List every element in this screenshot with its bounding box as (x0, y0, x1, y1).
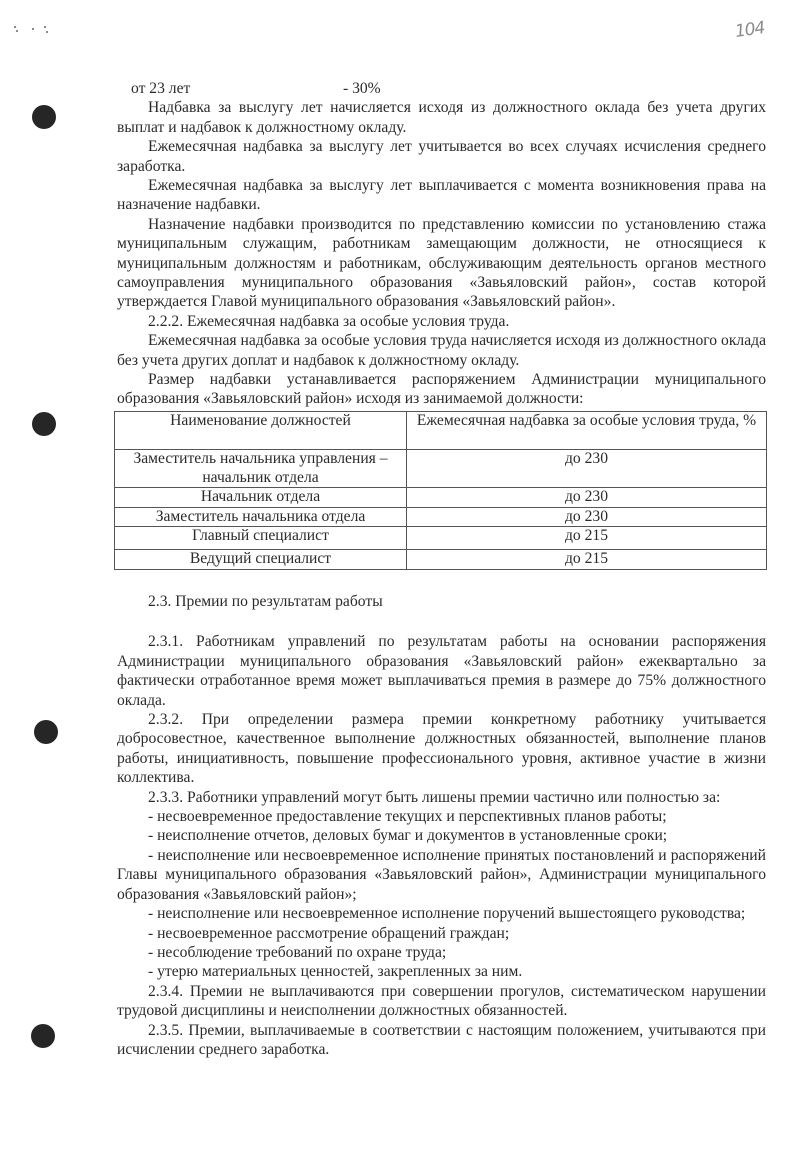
paragraph: Ежемесячная надбавка за особые условия труда начисляется исходя из должностного оклада без учета других доплат и надбавок к должностному окладу. (117, 332, 766, 369)
paragraph: Назначение надбавки производится по представлению комиссии по установлению стажа муниципальным служащим, работникам замещающим должности, не относящиеся к муниципальным должностям и работникам, обслуживающим деятельность органов местного самоуправления муниципального образования «Завьяловский район», состав которой утверждается Главой муниципального образования «Завьяловский район». (117, 215, 766, 311)
paragraph: Ежемесячная надбавка за выслугу лет учитывается во всех случаях исчисления среднего заработка. (117, 138, 766, 175)
scan-specks (12, 26, 57, 36)
table-row (115, 450, 767, 488)
paragraph: 2.3.5. Премии, выплачиваемые в соответствии с настоящим положением, учитываются при исчислении среднего заработка. (117, 1021, 766, 1058)
column-header-allowance: Ежемесячная надбавка за особые условия труда, % (407, 412, 767, 450)
seniority-row (117, 79, 766, 98)
table-row (115, 507, 767, 527)
paragraph: 2.3.2. При определении размера премии конкретному работнику учитывается добросовестное, качественное выполнение должностных обязанностей, выполнение планов работы, инициативность, повышение профессионального уровня, активное участие в жизни коллектива. (117, 711, 766, 787)
list-item: - утерю материальных ценностей, закрепленных за ним. (148, 963, 523, 981)
position-cell: Заместитель начальника управления – начальник отдела (115, 450, 407, 488)
subsection-heading: 2.2.2. Ежемесячная надбавка за особые условия труда. (148, 312, 510, 330)
hole-punch (32, 412, 56, 436)
table-row (115, 527, 767, 550)
list-item: - неисполнение или несвоевременное исполнение поручений вышестоящего руководства; (148, 905, 746, 923)
table-row (115, 488, 767, 508)
allowance-cell: до 215 (407, 550, 767, 570)
table-row (115, 550, 767, 570)
list-item: - несвоевременное предоставление текущих и перспективных планов работы; (148, 808, 667, 826)
paragraph: 2.3.4. Премии не выплачиваются при совершении прогулов, систематическом нарушении трудовой дисциплины и неисполнении должностных обязанностей. (117, 982, 766, 1020)
position-cell: Заместитель начальника отдела (115, 507, 407, 527)
paragraph: 2.3.3. Работники управлений могут быть лишены премии частично или полностью за: (148, 788, 721, 806)
paragraph: Размер надбавки устанавливается распоряжением Администрации муниципального образования «Завьяловский район» исходя из занимаемой должности: (117, 371, 766, 408)
list-item: - неисполнение отчетов, деловых бумаг и документов в установленные сроки; (148, 827, 668, 845)
list-item: - несоблюдение требований по охране труда; (148, 943, 447, 961)
hole-punch (34, 720, 58, 744)
column-header-position: Наименование должностей (115, 412, 407, 450)
table-header-row (115, 412, 767, 450)
list-item: - неисполнение или несвоевременное исполнение принятых постановлений и распоряжений Главы муниципального образования «Завьяловский район», Администрации муниципального образования «Завьяловский район»; (117, 846, 766, 903)
paragraph: Надбавка за выслугу лет начисляется исходя из должностного оклада без учета других выплат и надбавок к должностному окладу. (117, 99, 766, 136)
paragraph: 2.3.1. Работникам управлений по результатам работы на основании распоряжения Администрации муниципального образования «Завьяловский район» ежеквартально за фактически отработанное время может выплачиваться премия в размере до 75% должностного оклада. (117, 633, 766, 709)
paragraph: Ежемесячная надбавка за выслугу лет выплачивается с момента возникновения права на назначение надбавки. (117, 177, 766, 214)
section-premiums (117, 592, 766, 1059)
allowance-cell: до 230 (407, 507, 767, 527)
position-cell: Ведущий специалист (115, 550, 407, 570)
seniority-label: от 23 лет (131, 80, 191, 97)
document-top-section (117, 79, 766, 409)
hole-punch (32, 105, 56, 129)
position-cell: Начальник отдела (115, 488, 407, 508)
handwritten-page-number: 104 (733, 18, 766, 42)
allowance-cell: до 230 (407, 450, 767, 488)
section-heading: 2.3. Премии по результатам работы (148, 593, 383, 610)
hole-punch (31, 1024, 55, 1048)
list-item: - несвоевременное рассмотрение обращений граждан; (148, 924, 510, 942)
position-cell: Главный специалист (115, 527, 407, 550)
allowance-table (114, 411, 767, 570)
seniority-value: - 30% (343, 80, 381, 97)
allowance-cell: до 230 (407, 488, 767, 508)
allowance-cell: до 215 (407, 527, 767, 550)
